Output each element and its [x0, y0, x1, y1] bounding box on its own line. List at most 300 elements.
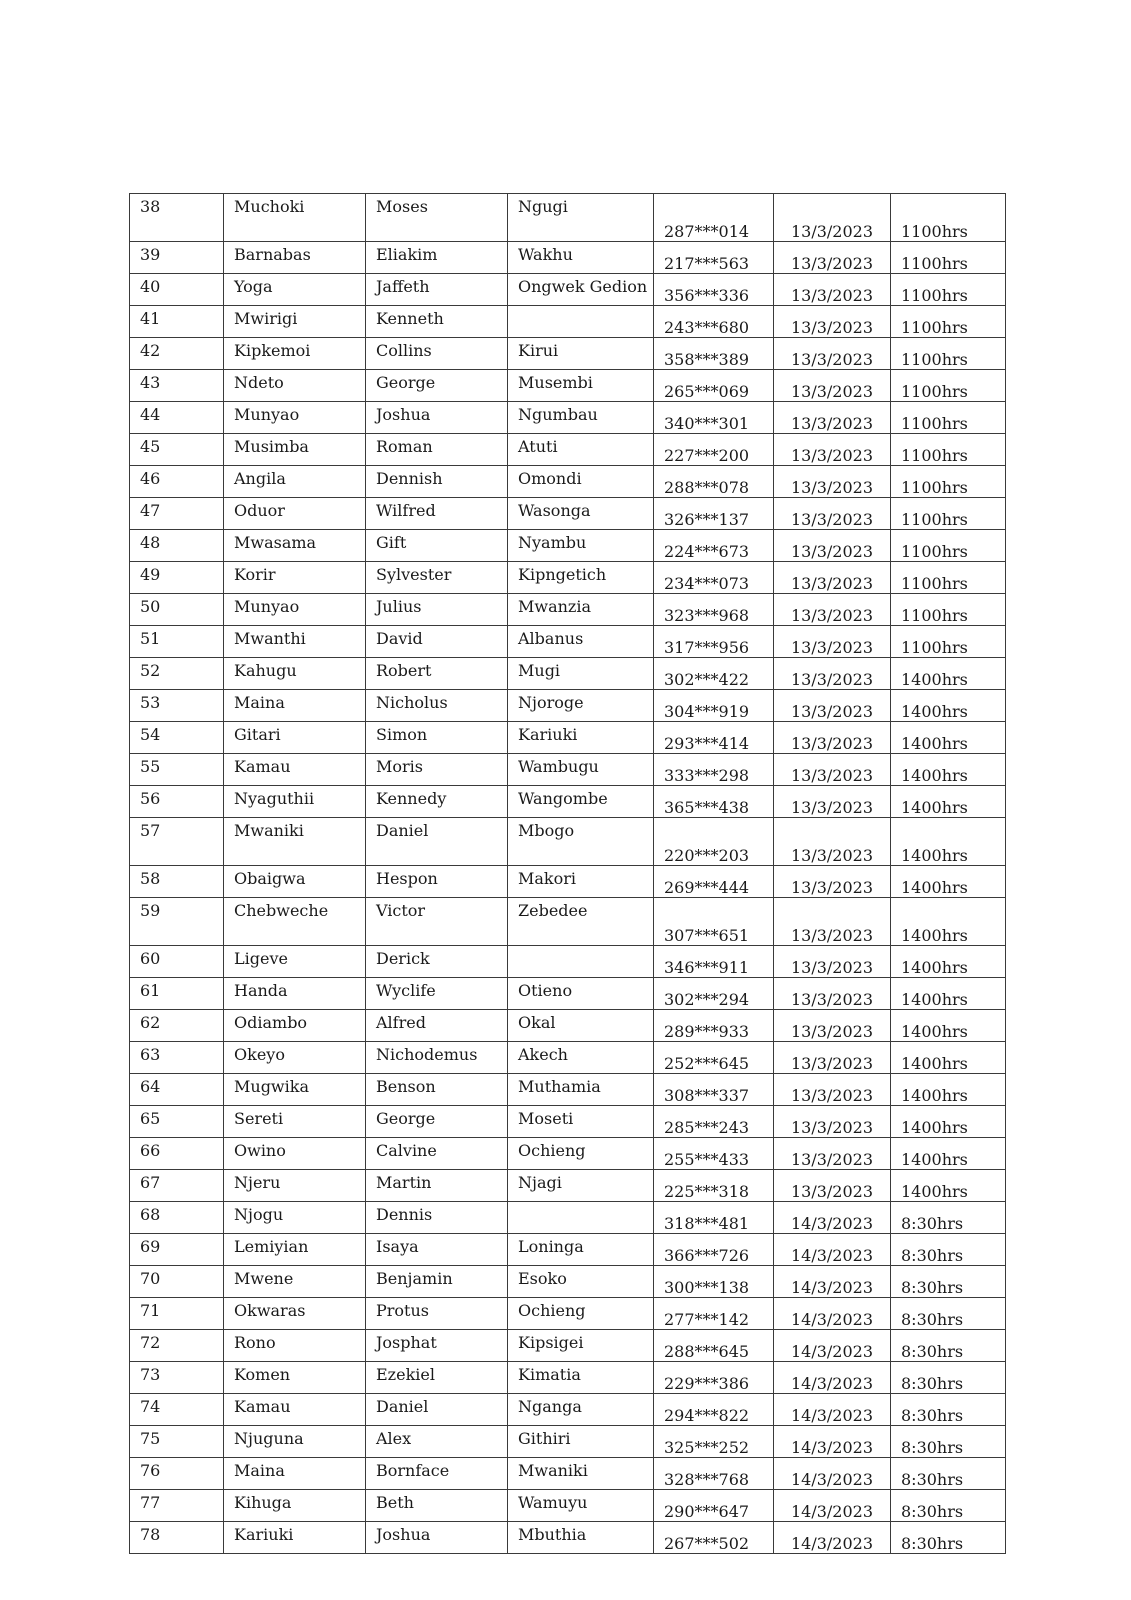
cell-time: 1400hrs — [891, 1074, 1006, 1106]
cell-number: 56 — [130, 786, 224, 818]
cell-number: 69 — [130, 1234, 224, 1266]
cell-surname: Njeru — [224, 1170, 366, 1202]
cell-number: 46 — [130, 466, 224, 498]
cell-first-name: Joshua — [366, 402, 508, 434]
cell-id-number: 304***919 — [654, 690, 774, 722]
cell-first-name: Simon — [366, 722, 508, 754]
cell-date: 13/3/2023 — [774, 690, 891, 722]
table-row — [130, 1010, 1006, 1042]
cell-number: 45 — [130, 434, 224, 466]
cell-other-name — [508, 946, 654, 978]
cell-id-number: 285***243 — [654, 1106, 774, 1138]
cell-surname: Odiambo — [224, 1010, 366, 1042]
table-row — [130, 1042, 1006, 1074]
cell-time: 8:30hrs — [891, 1490, 1006, 1522]
cell-time: 1100hrs — [891, 194, 1006, 242]
cell-surname: Mwasama — [224, 530, 366, 562]
cell-date: 13/3/2023 — [774, 338, 891, 370]
cell-surname: Kipkemoi — [224, 338, 366, 370]
cell-first-name: Kennedy — [366, 786, 508, 818]
cell-surname: Barnabas — [224, 242, 366, 274]
cell-number: 43 — [130, 370, 224, 402]
cell-date: 13/3/2023 — [774, 274, 891, 306]
table-row — [130, 818, 1006, 866]
cell-surname: Chebweche — [224, 898, 366, 946]
cell-surname: Musimba — [224, 434, 366, 466]
cell-first-name: Beth — [366, 1490, 508, 1522]
cell-first-name: Hespon — [366, 866, 508, 898]
cell-other-name: Njagi — [508, 1170, 654, 1202]
cell-surname: Munyao — [224, 594, 366, 626]
cell-id-number: 289***933 — [654, 1010, 774, 1042]
cell-time: 1400hrs — [891, 978, 1006, 1010]
cell-other-name: Kipsigei — [508, 1330, 654, 1362]
cell-first-name: Derick — [366, 946, 508, 978]
table-row — [130, 194, 1006, 242]
cell-id-number: 229***386 — [654, 1362, 774, 1394]
cell-surname: Sereti — [224, 1106, 366, 1138]
cell-other-name — [508, 306, 654, 338]
cell-other-name: Mwanzia — [508, 594, 654, 626]
cell-time: 8:30hrs — [891, 1522, 1006, 1554]
cell-first-name: Collins — [366, 338, 508, 370]
cell-number: 54 — [130, 722, 224, 754]
cell-date: 13/3/2023 — [774, 1042, 891, 1074]
cell-time: 8:30hrs — [891, 1298, 1006, 1330]
cell-time: 1100hrs — [891, 370, 1006, 402]
cell-date: 13/3/2023 — [774, 242, 891, 274]
cell-id-number: 300***138 — [654, 1266, 774, 1298]
cell-time: 8:30hrs — [891, 1426, 1006, 1458]
cell-date: 13/3/2023 — [774, 562, 891, 594]
cell-other-name: Atuti — [508, 434, 654, 466]
cell-date: 13/3/2023 — [774, 1138, 891, 1170]
cell-other-name: Wambugu — [508, 754, 654, 786]
cell-date: 13/3/2023 — [774, 194, 891, 242]
cell-other-name: Ngumbau — [508, 402, 654, 434]
cell-other-name: Moseti — [508, 1106, 654, 1138]
cell-surname: Mwene — [224, 1266, 366, 1298]
cell-date: 13/3/2023 — [774, 594, 891, 626]
candidate-table-body — [130, 194, 1006, 1554]
cell-id-number: 326***137 — [654, 498, 774, 530]
cell-id-number: 302***294 — [654, 978, 774, 1010]
cell-surname: Muchoki — [224, 194, 366, 242]
cell-date: 13/3/2023 — [774, 658, 891, 690]
cell-time: 1400hrs — [891, 786, 1006, 818]
cell-other-name: Otieno — [508, 978, 654, 1010]
cell-first-name: George — [366, 370, 508, 402]
cell-time: 8:30hrs — [891, 1394, 1006, 1426]
cell-time: 1400hrs — [891, 1170, 1006, 1202]
table-row — [130, 1074, 1006, 1106]
cell-time: 1400hrs — [891, 722, 1006, 754]
cell-first-name: Benjamin — [366, 1266, 508, 1298]
cell-number: 64 — [130, 1074, 224, 1106]
cell-time: 1400hrs — [891, 690, 1006, 722]
cell-other-name: Nganga — [508, 1394, 654, 1426]
table-row — [130, 1170, 1006, 1202]
table-row — [130, 370, 1006, 402]
cell-id-number: 293***414 — [654, 722, 774, 754]
cell-first-name: Martin — [366, 1170, 508, 1202]
table-row — [130, 946, 1006, 978]
cell-other-name: Wangombe — [508, 786, 654, 818]
cell-number: 41 — [130, 306, 224, 338]
cell-surname: Ndeto — [224, 370, 366, 402]
cell-id-number: 323***968 — [654, 594, 774, 626]
cell-other-name: Mbuthia — [508, 1522, 654, 1554]
table-row — [130, 690, 1006, 722]
cell-number: 62 — [130, 1010, 224, 1042]
cell-id-number: 277***142 — [654, 1298, 774, 1330]
cell-time: 8:30hrs — [891, 1266, 1006, 1298]
cell-number: 67 — [130, 1170, 224, 1202]
cell-id-number: 307***651 — [654, 898, 774, 946]
cell-surname: Komen — [224, 1362, 366, 1394]
cell-first-name: Wyclife — [366, 978, 508, 1010]
cell-time: 8:30hrs — [891, 1458, 1006, 1490]
cell-surname: Kamau — [224, 754, 366, 786]
cell-id-number: 365***438 — [654, 786, 774, 818]
cell-other-name: Njoroge — [508, 690, 654, 722]
cell-number: 74 — [130, 1394, 224, 1426]
cell-number: 77 — [130, 1490, 224, 1522]
cell-number: 71 — [130, 1298, 224, 1330]
cell-first-name: Bornface — [366, 1458, 508, 1490]
cell-number: 70 — [130, 1266, 224, 1298]
cell-first-name: Eliakim — [366, 242, 508, 274]
cell-date: 13/3/2023 — [774, 946, 891, 978]
cell-number: 44 — [130, 402, 224, 434]
cell-date: 14/3/2023 — [774, 1298, 891, 1330]
cell-surname: Nyaguthii — [224, 786, 366, 818]
cell-id-number: 288***645 — [654, 1330, 774, 1362]
table-row — [130, 338, 1006, 370]
cell-time: 1100hrs — [891, 626, 1006, 658]
cell-id-number: 294***822 — [654, 1394, 774, 1426]
cell-id-number: 346***911 — [654, 946, 774, 978]
table-row — [130, 1394, 1006, 1426]
cell-surname: Oduor — [224, 498, 366, 530]
cell-time: 8:30hrs — [891, 1202, 1006, 1234]
cell-first-name: Nichodemus — [366, 1042, 508, 1074]
cell-id-number: 269***444 — [654, 866, 774, 898]
table-row — [130, 1458, 1006, 1490]
table-row — [130, 402, 1006, 434]
table-row — [130, 1522, 1006, 1554]
table-row — [130, 1490, 1006, 1522]
cell-other-name — [508, 1202, 654, 1234]
cell-date: 14/3/2023 — [774, 1522, 891, 1554]
cell-number: 57 — [130, 818, 224, 866]
cell-surname: Maina — [224, 690, 366, 722]
table-row — [130, 978, 1006, 1010]
table-row — [130, 1266, 1006, 1298]
cell-number: 52 — [130, 658, 224, 690]
cell-surname: Angila — [224, 466, 366, 498]
cell-other-name: Muthamia — [508, 1074, 654, 1106]
cell-surname: Okwaras — [224, 1298, 366, 1330]
cell-id-number: 290***647 — [654, 1490, 774, 1522]
table-row — [130, 754, 1006, 786]
cell-time: 1100hrs — [891, 306, 1006, 338]
cell-date: 13/3/2023 — [774, 786, 891, 818]
cell-other-name: Albanus — [508, 626, 654, 658]
cell-date: 14/3/2023 — [774, 1234, 891, 1266]
cell-other-name: Mwaniki — [508, 1458, 654, 1490]
cell-first-name: Protus — [366, 1298, 508, 1330]
cell-date: 14/3/2023 — [774, 1426, 891, 1458]
table-row — [130, 562, 1006, 594]
cell-surname: Mugwika — [224, 1074, 366, 1106]
cell-date: 13/3/2023 — [774, 434, 891, 466]
cell-time: 1100hrs — [891, 274, 1006, 306]
cell-time: 1100hrs — [891, 594, 1006, 626]
cell-number: 61 — [130, 978, 224, 1010]
cell-date: 14/3/2023 — [774, 1458, 891, 1490]
cell-other-name: Makori — [508, 866, 654, 898]
cell-id-number: 302***422 — [654, 658, 774, 690]
cell-number: 63 — [130, 1042, 224, 1074]
cell-id-number: 325***252 — [654, 1426, 774, 1458]
cell-surname: Handa — [224, 978, 366, 1010]
cell-surname: Gitari — [224, 722, 366, 754]
cell-first-name: Daniel — [366, 1394, 508, 1426]
cell-number: 40 — [130, 274, 224, 306]
cell-first-name: Wilfred — [366, 498, 508, 530]
cell-number: 66 — [130, 1138, 224, 1170]
cell-time: 1400hrs — [891, 754, 1006, 786]
cell-first-name: Joshua — [366, 1522, 508, 1554]
cell-id-number: 225***318 — [654, 1170, 774, 1202]
table-row — [130, 722, 1006, 754]
cell-date: 14/3/2023 — [774, 1266, 891, 1298]
cell-other-name: Githiri — [508, 1426, 654, 1458]
cell-first-name: Benson — [366, 1074, 508, 1106]
cell-other-name: Loninga — [508, 1234, 654, 1266]
cell-date: 13/3/2023 — [774, 370, 891, 402]
cell-surname: Rono — [224, 1330, 366, 1362]
cell-id-number: 366***726 — [654, 1234, 774, 1266]
cell-number: 55 — [130, 754, 224, 786]
cell-id-number: 328***768 — [654, 1458, 774, 1490]
cell-date: 14/3/2023 — [774, 1394, 891, 1426]
cell-number: 51 — [130, 626, 224, 658]
cell-time: 8:30hrs — [891, 1330, 1006, 1362]
cell-first-name: Moris — [366, 754, 508, 786]
cell-surname: Kamau — [224, 1394, 366, 1426]
cell-other-name: Kariuki — [508, 722, 654, 754]
table-row — [130, 498, 1006, 530]
cell-time: 1400hrs — [891, 1010, 1006, 1042]
cell-first-name: Victor — [366, 898, 508, 946]
cell-date: 14/3/2023 — [774, 1362, 891, 1394]
cell-date: 13/3/2023 — [774, 978, 891, 1010]
cell-surname: Okeyo — [224, 1042, 366, 1074]
cell-number: 48 — [130, 530, 224, 562]
cell-surname: Yoga — [224, 274, 366, 306]
cell-id-number: 234***073 — [654, 562, 774, 594]
cell-other-name: Nyambu — [508, 530, 654, 562]
cell-id-number: 333***298 — [654, 754, 774, 786]
cell-date: 13/3/2023 — [774, 498, 891, 530]
cell-other-name: Wasonga — [508, 498, 654, 530]
cell-number: 76 — [130, 1458, 224, 1490]
cell-other-name: Wakhu — [508, 242, 654, 274]
cell-surname: Mwanthi — [224, 626, 366, 658]
cell-first-name: Ezekiel — [366, 1362, 508, 1394]
cell-time: 1400hrs — [891, 818, 1006, 866]
cell-first-name: Moses — [366, 194, 508, 242]
cell-surname: Kihuga — [224, 1490, 366, 1522]
cell-first-name: Daniel — [366, 818, 508, 866]
cell-first-name: Alex — [366, 1426, 508, 1458]
cell-surname: Maina — [224, 1458, 366, 1490]
cell-other-name: Wamuyu — [508, 1490, 654, 1522]
table-row — [130, 1426, 1006, 1458]
cell-time: 1100hrs — [891, 530, 1006, 562]
cell-surname: Ligeve — [224, 946, 366, 978]
cell-date: 13/3/2023 — [774, 1010, 891, 1042]
cell-surname: Korir — [224, 562, 366, 594]
table-row — [130, 786, 1006, 818]
cell-id-number: 308***337 — [654, 1074, 774, 1106]
cell-first-name: George — [366, 1106, 508, 1138]
table-row — [130, 1202, 1006, 1234]
cell-first-name: Dennish — [366, 466, 508, 498]
cell-other-name: Ochieng — [508, 1138, 654, 1170]
cell-surname: Njuguna — [224, 1426, 366, 1458]
cell-time: 1100hrs — [891, 562, 1006, 594]
cell-number: 72 — [130, 1330, 224, 1362]
cell-time: 1400hrs — [891, 898, 1006, 946]
cell-number: 73 — [130, 1362, 224, 1394]
cell-first-name: Roman — [366, 434, 508, 466]
table-row — [130, 1138, 1006, 1170]
cell-other-name: Akech — [508, 1042, 654, 1074]
cell-number: 59 — [130, 898, 224, 946]
cell-first-name: Jaffeth — [366, 274, 508, 306]
cell-other-name: Ongwek Gedion — [508, 274, 654, 306]
table-row — [130, 306, 1006, 338]
cell-other-name: Omondi — [508, 466, 654, 498]
cell-id-number: 317***956 — [654, 626, 774, 658]
cell-time: 1400hrs — [891, 1138, 1006, 1170]
cell-id-number: 224***673 — [654, 530, 774, 562]
table-row — [130, 866, 1006, 898]
cell-date: 13/3/2023 — [774, 818, 891, 866]
cell-time: 1400hrs — [891, 1106, 1006, 1138]
cell-time: 1400hrs — [891, 866, 1006, 898]
cell-surname: Lemiyian — [224, 1234, 366, 1266]
cell-date: 13/3/2023 — [774, 466, 891, 498]
cell-time: 1400hrs — [891, 658, 1006, 690]
cell-time: 1400hrs — [891, 1042, 1006, 1074]
cell-surname: Obaigwa — [224, 866, 366, 898]
cell-date: 14/3/2023 — [774, 1490, 891, 1522]
table-row — [130, 626, 1006, 658]
cell-time: 1100hrs — [891, 402, 1006, 434]
cell-other-name: Mugi — [508, 658, 654, 690]
cell-surname: Mwaniki — [224, 818, 366, 866]
cell-date: 13/3/2023 — [774, 402, 891, 434]
cell-first-name: Kenneth — [366, 306, 508, 338]
table-row — [130, 1362, 1006, 1394]
cell-number: 65 — [130, 1106, 224, 1138]
cell-time: 1100hrs — [891, 338, 1006, 370]
cell-number: 58 — [130, 866, 224, 898]
cell-first-name: Robert — [366, 658, 508, 690]
cell-first-name: Nicholus — [366, 690, 508, 722]
cell-surname: Owino — [224, 1138, 366, 1170]
table-row — [130, 466, 1006, 498]
table-row — [130, 594, 1006, 626]
cell-id-number: 217***563 — [654, 242, 774, 274]
cell-number: 42 — [130, 338, 224, 370]
cell-id-number: 340***301 — [654, 402, 774, 434]
cell-number: 50 — [130, 594, 224, 626]
table-row — [130, 530, 1006, 562]
cell-first-name: Julius — [366, 594, 508, 626]
cell-date: 13/3/2023 — [774, 626, 891, 658]
cell-id-number: 267***502 — [654, 1522, 774, 1554]
cell-time: 1100hrs — [891, 242, 1006, 274]
cell-other-name: Mbogo — [508, 818, 654, 866]
cell-first-name: Alfred — [366, 1010, 508, 1042]
cell-id-number: 356***336 — [654, 274, 774, 306]
cell-surname: Munyao — [224, 402, 366, 434]
cell-date: 13/3/2023 — [774, 306, 891, 338]
cell-id-number: 358***389 — [654, 338, 774, 370]
cell-number: 39 — [130, 242, 224, 274]
cell-date: 14/3/2023 — [774, 1330, 891, 1362]
cell-time: 1400hrs — [891, 946, 1006, 978]
cell-id-number: 227***200 — [654, 434, 774, 466]
cell-other-name: Zebedee — [508, 898, 654, 946]
cell-time: 1100hrs — [891, 434, 1006, 466]
cell-id-number: 318***481 — [654, 1202, 774, 1234]
cell-time: 8:30hrs — [891, 1234, 1006, 1266]
cell-first-name: Gift — [366, 530, 508, 562]
cell-number: 75 — [130, 1426, 224, 1458]
cell-id-number: 265***069 — [654, 370, 774, 402]
table-row — [130, 1234, 1006, 1266]
cell-other-name: Kimatia — [508, 1362, 654, 1394]
cell-id-number: 243***680 — [654, 306, 774, 338]
cell-number: 53 — [130, 690, 224, 722]
cell-number: 78 — [130, 1522, 224, 1554]
cell-id-number: 288***078 — [654, 466, 774, 498]
cell-first-name: Isaya — [366, 1234, 508, 1266]
cell-date: 13/3/2023 — [774, 1170, 891, 1202]
cell-id-number: 252***645 — [654, 1042, 774, 1074]
cell-number: 38 — [130, 194, 224, 242]
cell-time: 1100hrs — [891, 466, 1006, 498]
cell-date: 13/3/2023 — [774, 722, 891, 754]
cell-surname: Mwirigi — [224, 306, 366, 338]
cell-date: 13/3/2023 — [774, 866, 891, 898]
table-row — [130, 658, 1006, 690]
table-row — [130, 1330, 1006, 1362]
cell-date: 14/3/2023 — [774, 1202, 891, 1234]
cell-other-name: Okal — [508, 1010, 654, 1042]
cell-other-name: Kipngetich — [508, 562, 654, 594]
cell-surname: Njogu — [224, 1202, 366, 1234]
cell-id-number: 255***433 — [654, 1138, 774, 1170]
table-row — [130, 242, 1006, 274]
table-row — [130, 898, 1006, 946]
